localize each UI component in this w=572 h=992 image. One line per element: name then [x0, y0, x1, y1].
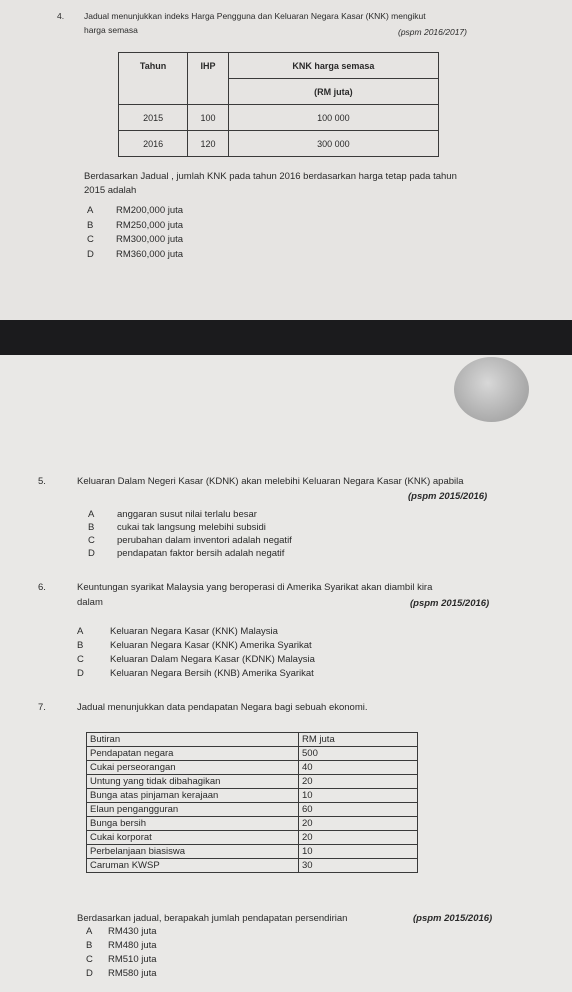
table-row [87, 803, 418, 817]
cell-value: 500 [299, 747, 418, 761]
question-number: 7. [38, 702, 46, 713]
source-label: (pspm 2015/2016) [410, 598, 490, 609]
cell-tahun: 2015 [119, 105, 188, 131]
option-text: RM510 juta [108, 954, 157, 965]
option-letter: D [87, 249, 94, 260]
option-text: pendapatan faktor bersih adalah negatif [117, 548, 285, 559]
option-letter: B [87, 220, 94, 231]
cell-item: Perbelanjaan biasiswa [87, 845, 299, 859]
header-tahun: Tahun [119, 53, 188, 79]
scroll-indicator-circle [454, 357, 529, 422]
cell-item: Cukai korporat [87, 831, 299, 845]
option-text: RM300,000 juta [116, 234, 184, 245]
option-text: RM480 juta [108, 940, 157, 951]
table-row [87, 761, 418, 775]
cell-knk: 100 000 [228, 105, 438, 131]
header-tahun-cont [119, 79, 188, 105]
page-gap [0, 320, 572, 355]
table-row [119, 105, 439, 131]
source-label: (pspm 2016/2017) [398, 27, 467, 37]
header-knk-unit: (RM juta) [228, 79, 438, 105]
cell-value: 60 [299, 803, 418, 817]
option-text: Keluaran Dalam Negara Kasar (KDNK) Malaysia [110, 654, 315, 665]
option-text: RM580 juta [108, 968, 157, 979]
option-text: RM250,000 juta [116, 220, 184, 231]
option-letter: D [77, 668, 84, 679]
cell-value: 10 [299, 789, 418, 803]
option-letter: B [77, 640, 84, 651]
cell-ihp: 100 [188, 105, 229, 131]
table-row [87, 775, 418, 789]
table-row [87, 789, 418, 803]
cell-tahun: 2016 [119, 131, 188, 157]
table-row [87, 817, 418, 831]
table-row [87, 845, 418, 859]
option-letter: B [88, 522, 95, 533]
table-row [119, 131, 439, 157]
header-ihp-cont [188, 79, 229, 105]
question-number: 4. [57, 11, 65, 21]
question-stem-line1: Berdasarkan Jadual , jumlah KNK pada tahun 2016 berdasarkan harga tetap pada tahun [84, 171, 457, 182]
option-letter: D [86, 968, 93, 979]
cell-value: 40 [299, 761, 418, 775]
option-text: cukai tak langsung melebihi subsidi [117, 522, 266, 533]
question-text: Keluaran Dalam Negeri Kasar (KDNK) akan melebihi Keluaran Negara Kasar (KNK) apabila [77, 476, 464, 487]
cell-knk: 300 000 [228, 131, 438, 157]
option-letter: C [87, 234, 94, 245]
option-letter: C [77, 654, 84, 665]
cell-value: 10 [299, 845, 418, 859]
header-ihp: IHP [188, 53, 229, 79]
option-text: Keluaran Negara Kasar (KNK) Amerika Syarikat [110, 640, 312, 651]
cell-item: Elaun pengangguran [87, 803, 299, 817]
header-butiran: Butiran [87, 733, 299, 747]
question-text-line2: harga semasa [84, 25, 138, 35]
question-text-line2: dalam [77, 597, 103, 608]
option-letter: A [86, 926, 93, 937]
table-row [87, 859, 418, 873]
income-data-table [86, 732, 418, 873]
source-label: (pspm 2015/2016) [408, 491, 488, 502]
option-letter: A [77, 626, 84, 637]
header-rm-juta: RM juta [299, 733, 418, 747]
question-text-line1: Keuntungan syarikat Malaysia yang beroperasi di Amerika Syarikat akan diambil kira [77, 582, 433, 593]
cell-item: Cukai perseorangan [87, 761, 299, 775]
option-text: anggaran susut nilai terlalu besar [117, 509, 257, 520]
cell-item: Caruman KWSP [87, 859, 299, 873]
option-letter: B [86, 940, 93, 951]
cell-item: Pendapatan negara [87, 747, 299, 761]
source-label: (pspm 2015/2016) [413, 913, 493, 924]
option-text: RM360,000 juta [116, 249, 184, 260]
cell-item: Bunga atas pinjaman kerajaan [87, 789, 299, 803]
option-text: Keluaran Negara Kasar (KNK) Malaysia [110, 626, 278, 637]
cell-value: 20 [299, 775, 418, 789]
question-number: 6. [38, 582, 46, 593]
header-knk: KNK harga semasa [228, 53, 438, 79]
cell-value: 30 [299, 859, 418, 873]
question-text: Jadual menunjukkan data pendapatan Negara bagi sebuah ekonomi. [77, 702, 368, 713]
question-text-line1: Jadual menunjukkan indeks Harga Pengguna dan Keluaran Negara Kasar (KNK) mengikut [84, 11, 426, 21]
table-row [87, 831, 418, 845]
option-letter: C [86, 954, 93, 965]
option-letter: A [87, 205, 94, 216]
option-letter: C [88, 535, 95, 546]
option-text: RM430 juta [108, 926, 157, 937]
cell-value: 20 [299, 831, 418, 845]
table-row [87, 747, 418, 761]
question-number: 5. [38, 476, 46, 487]
option-letter: A [88, 509, 95, 520]
ihp-knk-table [118, 52, 439, 157]
option-letter: D [88, 548, 95, 559]
cell-item: Untung yang tidak dibahagikan [87, 775, 299, 789]
cell-ihp: 120 [188, 131, 229, 157]
page-top [0, 0, 572, 320]
option-text: Keluaran Negara Bersih (KNB) Amerika Syarikat [110, 668, 314, 679]
question-stem-line2: 2015 adalah [84, 185, 137, 196]
cell-item: Bunga bersih [87, 817, 299, 831]
cell-value: 20 [299, 817, 418, 831]
option-text: RM200,000 juta [116, 205, 184, 216]
option-text: perubahan dalam inventori adalah negatif [117, 535, 292, 546]
question-stem: Berdasarkan jadual, berapakah jumlah pendapatan persendirian [77, 913, 348, 924]
